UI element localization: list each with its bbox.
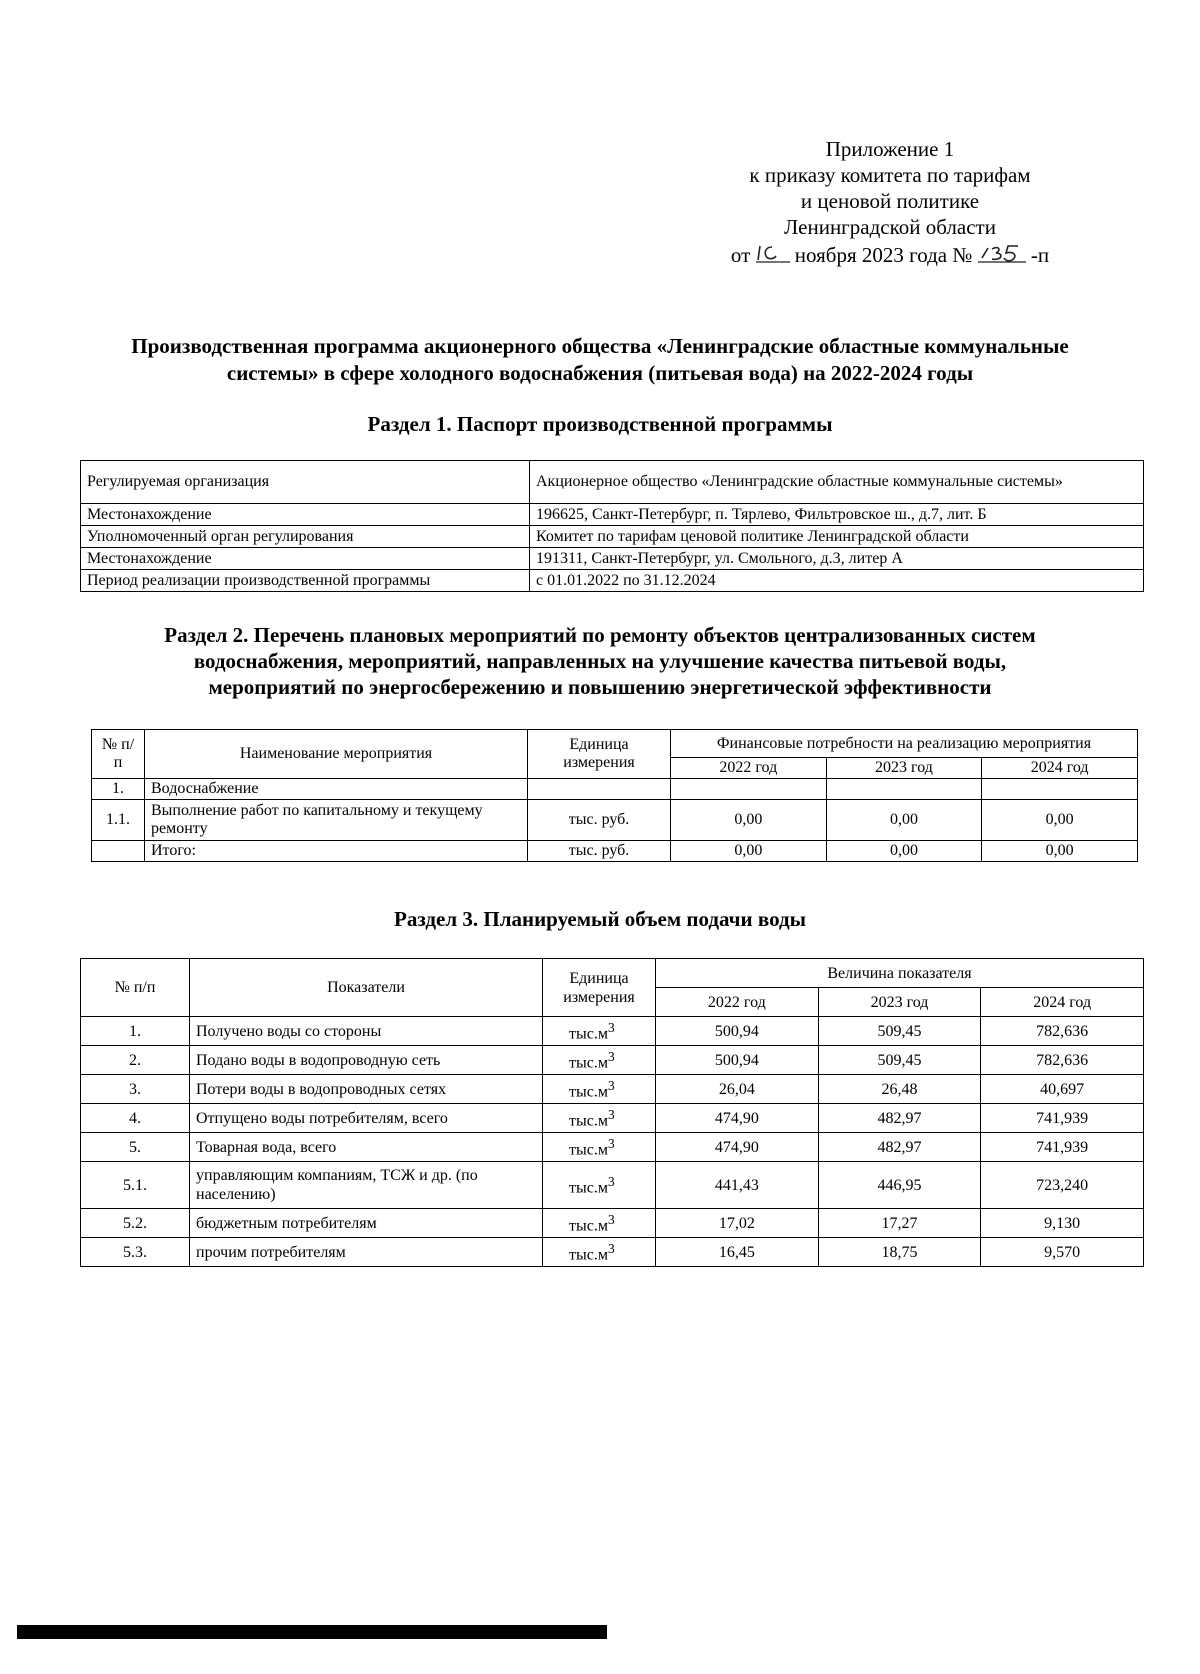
row-2022: 16,45 [656, 1238, 819, 1267]
row-num [92, 841, 145, 862]
annex-line-4: Ленинградской области [784, 215, 996, 239]
header-2024: 2024 год [982, 758, 1138, 779]
water-supply-table [80, 958, 1144, 1267]
header-2023: 2023 год [826, 758, 982, 779]
annex-line-3: и ценовой политике [800, 189, 980, 213]
header-2023: 2023 год [818, 988, 981, 1017]
row-unit [543, 1162, 656, 1209]
header-num: № п/п [92, 730, 145, 779]
header-name: Показатели [190, 959, 543, 1017]
row-2022: 0,00 [671, 800, 827, 841]
row-2022: 441,43 [656, 1162, 819, 1209]
row-2024: 40,697 [981, 1075, 1144, 1104]
section2-heading-line-3: мероприятий по энергосбережению и повышению энергетической эффективности [208, 675, 992, 699]
row-num: 3. [81, 1075, 190, 1104]
unit-sup: 3 [607, 1020, 615, 1036]
unit-base: тыс.м [569, 1025, 608, 1043]
title-line-1: Производственная программа акционерного общества «Ленинградские областные коммунальные [131, 334, 1069, 358]
table-row [81, 526, 1144, 548]
header-num: № п/п [81, 959, 190, 1017]
table-row [81, 1046, 1144, 1075]
row-2023: 509,45 [818, 1017, 981, 1046]
unit-sup: 3 [607, 1136, 615, 1152]
annex-line-1: Приложение 1 [825, 137, 955, 161]
table-row [81, 1238, 1144, 1267]
row-2024 [982, 779, 1138, 800]
row-unit [528, 779, 671, 800]
row-2023: 0,00 [826, 800, 982, 841]
annex-block [700, 136, 1080, 268]
unit-sup: 3 [607, 1049, 615, 1065]
section2-heading-line-2: водоснабжения, мероприятий, направленных на улучшение качества питьевой воды, [193, 649, 1007, 673]
date-middle: ноября 2023 года № [794, 243, 973, 267]
table-row [92, 841, 1138, 862]
table-row [81, 1104, 1144, 1133]
unit-sup: 3 [607, 1174, 615, 1190]
passport-label: Местонахождение [81, 548, 530, 570]
row-2022: 474,90 [656, 1104, 819, 1133]
passport-label: Уполномоченный орган регулирования [81, 526, 530, 548]
row-num: 1.1. [92, 800, 145, 841]
row-unit [543, 1075, 656, 1104]
row-name: управляющим компаниям, ТСЖ и др. (по населению) [190, 1162, 543, 1209]
unit-sup: 3 [607, 1241, 615, 1257]
title-line-2: системы» в сфере холодного водоснабжения (питьевая вода) на 2022-2024 годы [226, 361, 974, 385]
measures-table [91, 729, 1138, 862]
row-name: Подано воды в водопроводную сеть [190, 1046, 543, 1075]
unit-base: тыс.м [569, 1179, 608, 1197]
row-num: 5.2. [81, 1209, 190, 1238]
row-name: Отпущено воды потребителям, всего [190, 1104, 543, 1133]
row-num: 5. [81, 1133, 190, 1162]
table-row [81, 570, 1144, 592]
header-2022: 2022 год [671, 758, 827, 779]
row-unit: тыс. руб. [528, 800, 671, 841]
row-unit [543, 1046, 656, 1075]
passport-label: Местонахождение [81, 504, 530, 526]
row-name: Получено воды со стороны [190, 1017, 543, 1046]
passport-label: Регулируемая организация [81, 461, 530, 504]
section1-heading: Раздел 1. Паспорт производственной программы [367, 412, 833, 436]
table-row [81, 1133, 1144, 1162]
header-unit: Единица измерения [543, 959, 656, 1017]
row-2023 [826, 779, 982, 800]
row-name: прочим потребителям [190, 1238, 543, 1267]
row-2024: 782,636 [981, 1046, 1144, 1075]
handwritten-number [978, 242, 1026, 264]
table-row [81, 461, 1144, 504]
row-2023: 18,75 [818, 1238, 981, 1267]
row-num: 2. [81, 1046, 190, 1075]
header-unit: Единица измерения [528, 730, 671, 779]
row-name: Итого: [145, 841, 528, 862]
header-finance: Финансовые потребности на реализацию мероприятия [671, 730, 1138, 758]
unit-base: тыс.м [569, 1083, 608, 1101]
header-value: Величина показателя [656, 959, 1144, 988]
header-2024: 2024 год [981, 988, 1144, 1017]
section3-heading: Раздел 3. Планируемый объем подачи воды [394, 907, 806, 931]
date-suffix: -п [1030, 243, 1050, 267]
row-name: бюджетным потребителям [190, 1209, 543, 1238]
row-2024: 782,636 [981, 1017, 1144, 1046]
row-2023: 17,27 [818, 1209, 981, 1238]
row-2024: 9,570 [981, 1238, 1144, 1267]
passport-value: с 01.01.2022 по 31.12.2024 [530, 570, 1144, 592]
passport-value: 196625, Санкт-Петербург, п. Тярлево, Фильтровское ш., д.7, лит. Б [530, 504, 1144, 526]
row-2023: 482,97 [818, 1104, 981, 1133]
row-unit [543, 1209, 656, 1238]
row-name: Товарная вода, всего [190, 1133, 543, 1162]
row-2024: 723,240 [981, 1162, 1144, 1209]
unit-base: тыс.м [569, 1112, 608, 1130]
passport-value: 191311, Санкт-Петербург, ул. Смольного, д.3, литер А [530, 548, 1144, 570]
row-unit [543, 1017, 656, 1046]
row-unit [543, 1133, 656, 1162]
table-row [81, 1017, 1144, 1046]
row-num: 5.3. [81, 1238, 190, 1267]
row-name: Потери воды в водопроводных сетях [190, 1075, 543, 1104]
passport-table [80, 460, 1144, 592]
header-name: Наименование мероприятия [145, 730, 528, 779]
table-row [92, 779, 1138, 800]
document-title [60, 333, 1140, 387]
row-num: 4. [81, 1104, 190, 1133]
table-row [92, 800, 1138, 841]
row-2022: 0,00 [671, 841, 827, 862]
unit-sup: 3 [607, 1107, 615, 1123]
unit-base: тыс.м [569, 1246, 608, 1264]
row-2022: 474,90 [656, 1133, 819, 1162]
row-unit [543, 1104, 656, 1133]
row-2024: 0,00 [982, 841, 1138, 862]
row-2024: 741,939 [981, 1133, 1144, 1162]
row-2022: 500,94 [656, 1017, 819, 1046]
row-2023: 446,95 [818, 1162, 981, 1209]
row-2022 [671, 779, 827, 800]
row-unit: тыс. руб. [528, 841, 671, 862]
row-2023: 482,97 [818, 1133, 981, 1162]
row-2023: 26,48 [818, 1075, 981, 1104]
annex-line-2: к приказу комитета по тарифам [749, 163, 1031, 187]
row-num: 5.1. [81, 1162, 190, 1209]
row-2023: 0,00 [826, 841, 982, 862]
unit-base: тыс.м [569, 1217, 608, 1235]
section2-heading-line-1: Раздел 2. Перечень плановых мероприятий по ремонту объектов централизованных систем [164, 623, 1036, 647]
row-num: 1. [81, 1017, 190, 1046]
row-name: Водоснабжение [145, 779, 528, 800]
table-row [81, 1075, 1144, 1104]
passport-value: Комитет по тарифам ценовой политике Ленинградской области [530, 526, 1144, 548]
row-num: 1. [92, 779, 145, 800]
row-2023: 509,45 [818, 1046, 981, 1075]
section2-heading [60, 622, 1140, 700]
passport-label: Период реализации производственной программы [81, 570, 530, 592]
table-row [81, 504, 1144, 526]
table-row [81, 1162, 1144, 1209]
row-2024: 9,130 [981, 1209, 1144, 1238]
row-2022: 17,02 [656, 1209, 819, 1238]
header-row [92, 730, 1138, 758]
row-name: Выполнение работ по капитальному и текущему ремонту [145, 800, 528, 841]
scan-edge-bar [17, 1625, 607, 1639]
row-2022: 500,94 [656, 1046, 819, 1075]
header-row [81, 959, 1144, 988]
date-prefix: от [730, 243, 751, 267]
row-2022: 26,04 [656, 1075, 819, 1104]
table-row [81, 1209, 1144, 1238]
row-2024: 0,00 [982, 800, 1138, 841]
handwritten-day [756, 242, 790, 264]
row-unit [543, 1238, 656, 1267]
table-row [81, 548, 1144, 570]
unit-base: тыс.м [569, 1141, 608, 1159]
annex-date-line [700, 240, 1080, 268]
passport-value: Акционерное общество «Ленинградские областные коммунальные системы» [530, 461, 1144, 504]
row-2024: 741,939 [981, 1104, 1144, 1133]
unit-base: тыс.м [569, 1054, 608, 1072]
unit-sup: 3 [607, 1078, 615, 1094]
unit-sup: 3 [607, 1212, 615, 1228]
header-2022: 2022 год [656, 988, 819, 1017]
